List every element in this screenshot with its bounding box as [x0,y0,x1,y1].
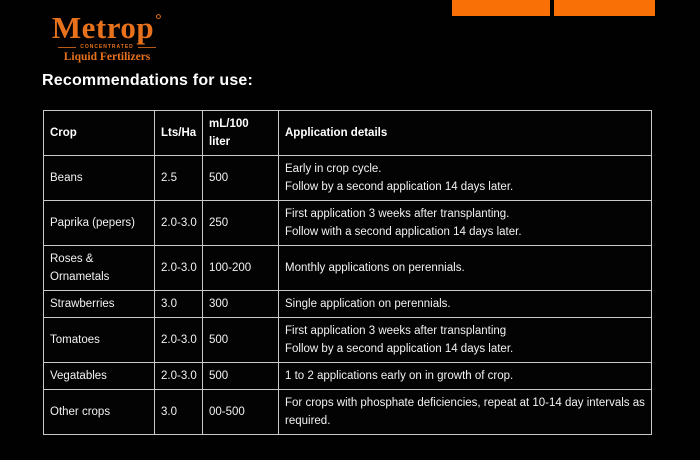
table-header-row [44,111,652,156]
ml-100-cell: 00-500 [203,390,279,435]
header-bar-right [554,0,655,16]
lts-ha-cell: 2.0-3.0 [155,318,203,363]
detail-line: required. [285,415,331,427]
rule-left [58,47,76,48]
detail-line: Early in crop cycle. [285,163,382,175]
lts-ha-cell: 3.0 [155,390,203,435]
detail-line: Follow by a second application 14 days later. [285,181,514,193]
column-header-crop: Crop [44,111,155,156]
application-details-cell [279,318,652,363]
application-details-cell [279,246,652,291]
application-details-cell [279,291,652,318]
crop-cell: Other crops [44,390,155,435]
brand-logo [42,5,172,64]
detail-line: 1 to 2 applications early on in growth of crop. [285,370,514,382]
lts-ha-cell: 2.0-3.0 [155,201,203,246]
ml-100-cell: 250 [203,201,279,246]
application-details-cell [279,156,652,201]
brand-name [42,5,172,44]
brand-concentrated-label: CONCENTRATED [80,44,134,50]
lts-ha-cell: 2.5 [155,156,203,201]
ml-100-cell: 500 [203,156,279,201]
table-row [44,291,652,318]
brand-mark-icon: ° [155,12,163,29]
detail-line: For crops with phosphate deficiencies, repeat at 10-14 day intervals as [285,397,645,409]
crop-cell: Tomatoes [44,318,155,363]
application-details-cell [279,363,652,390]
detail-line: Monthly applications on perennials. [285,262,465,274]
lts-ha-cell: 3.0 [155,291,203,318]
rule-right [138,47,156,48]
detail-line: First application 3 weeks after transplanting [285,325,507,337]
crop-cell: Beans [44,156,155,201]
crop-cell: Strawberries [44,291,155,318]
column-header-ml-100-liter: mL/100 liter [203,111,279,156]
detail-line: Follow by a second application 14 days later. [285,343,514,355]
table-row [44,156,652,201]
ml-100-cell: 500 [203,318,279,363]
page-title: Recommendations for use: [42,72,254,89]
column-header-application-details: Application details [279,111,652,156]
ml-100-cell: 500 [203,363,279,390]
table-row [44,246,652,291]
application-details-cell [279,390,652,435]
crop-cell: Paprika (pepers) [44,201,155,246]
column-header-lts-ha: Lts/Ha [155,111,203,156]
detail-line: Single application on perennials. [285,298,451,310]
brand-tagline: Liquid Fertilizers [63,51,151,63]
ml-100-cell: 300 [203,291,279,318]
crop-cell: Vegatables [44,363,155,390]
table-body [44,156,652,435]
header-bar-left [452,0,550,16]
table-row [44,390,652,435]
detail-line: First application 3 weeks after transplanting. [285,208,510,220]
detail-line: Follow with a second application 14 days later. [285,226,522,238]
recommendations-table [43,110,652,435]
ml-100-cell: 100-200 [203,246,279,291]
crop-cell: Roses & Ornametals [44,246,155,291]
lts-ha-cell: 2.0-3.0 [155,246,203,291]
table-row [44,363,652,390]
lts-ha-cell: 2.0-3.0 [155,363,203,390]
table-row [44,318,652,363]
table-row [44,201,652,246]
application-details-cell [279,201,652,246]
brand-name-text: Metrop [51,10,155,45]
